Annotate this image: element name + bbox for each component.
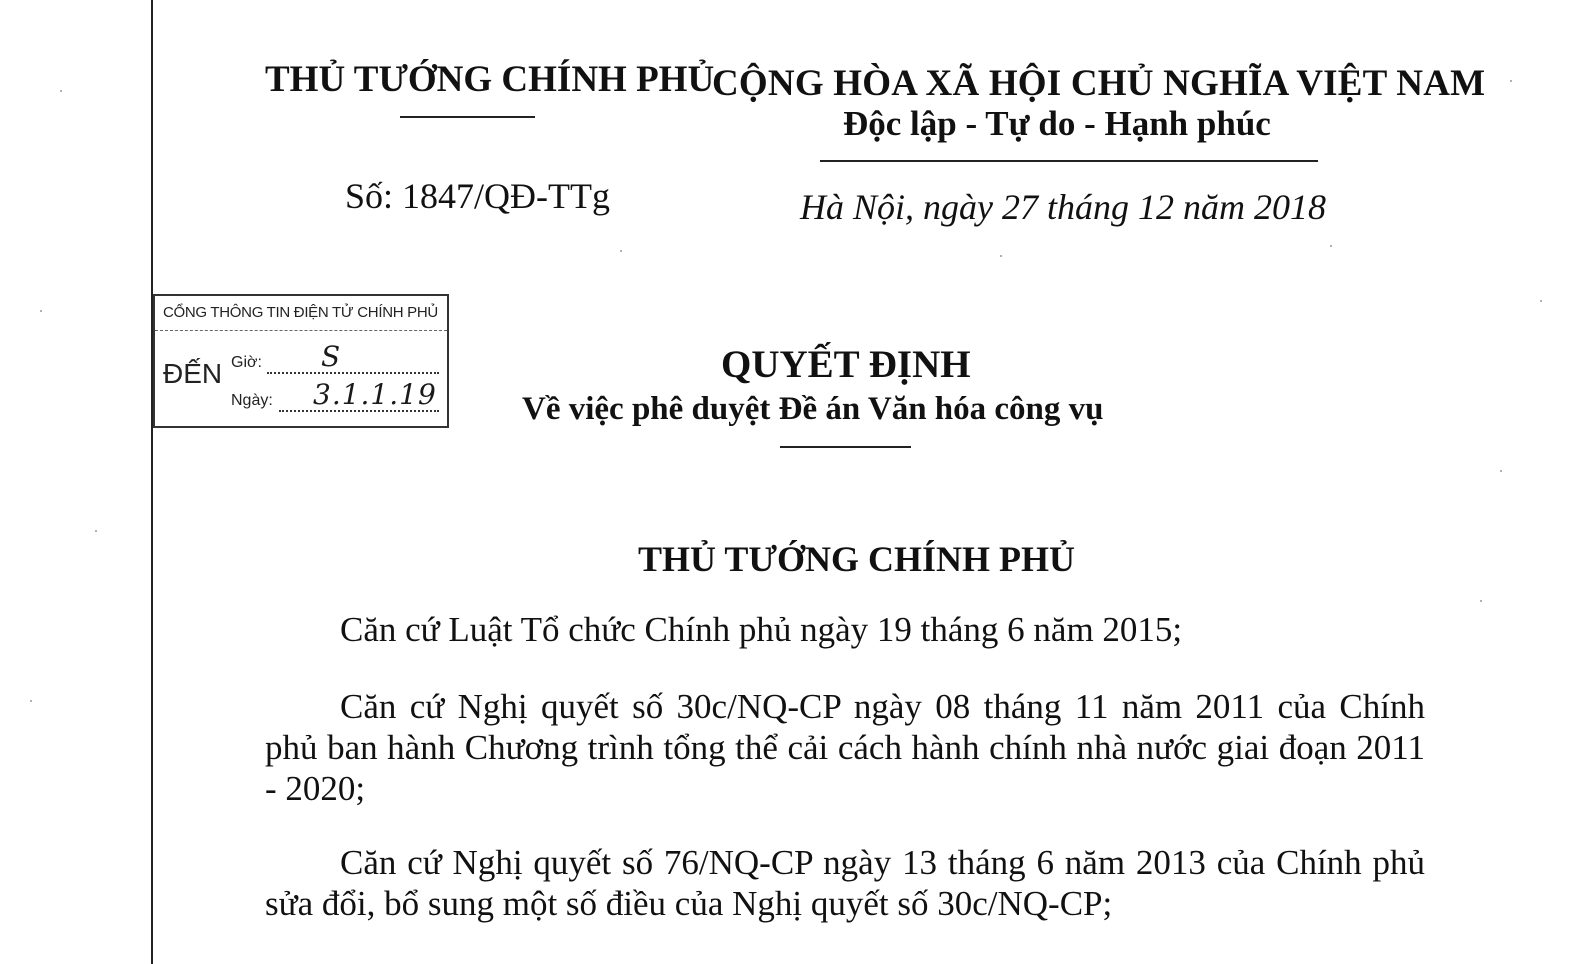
binding-margin-line [151, 0, 153, 964]
scan-speck [40, 310, 42, 312]
scan-speck [1500, 470, 1502, 472]
subject-underline [780, 446, 911, 448]
scan-speck [95, 530, 97, 532]
authority-heading: THỦ TƯỚNG CHÍNH PHỦ [638, 539, 1076, 579]
stamp-date-handwritten: 3.1.1.19 [313, 378, 437, 411]
scan-speck [1540, 300, 1542, 302]
scan-speck [1480, 600, 1482, 602]
stamp-time-handwritten: S [321, 340, 341, 373]
stamp-date-label: Ngày: [231, 392, 273, 409]
scan-speck [30, 700, 32, 702]
national-motto: Độc lập - Tự do - Hạnh phúc [843, 104, 1271, 143]
motto-underline [820, 160, 1318, 162]
scan-speck [1330, 245, 1332, 247]
scan-speck [1000, 255, 1002, 257]
nation-name: CỘNG HÒA XÃ HỘI CHỦ NGHĨA VIỆT NAM [712, 63, 1486, 104]
scan-speck [60, 90, 62, 92]
stamp-title: CỔNG THÔNG TIN ĐIỆN TỬ CHÍNH PHỦ [155, 296, 447, 331]
legal-basis-paragraph: Căn cứ Luật Tổ chức Chính phủ ngày 19 tháng 6 năm 2015; [340, 610, 1183, 649]
stamp-time-label: Giờ: [231, 354, 262, 371]
issuer-name: THỦ TƯỚNG CHÍNH PHỦ [265, 59, 715, 100]
legal-basis-paragraph: Căn cứ Nghị quyết số 30c/NQ-CP ngày 08 tháng 11 năm 2011 của Chính phủ ban hành Chương trình tổng thể cải cách hành chính nhà nước giai đoạn 2011 - 2020; [265, 687, 1425, 808]
stamp-arrived-label: ĐẾN [163, 358, 223, 389]
scan-speck [1510, 80, 1512, 82]
issuer-underline [400, 116, 535, 118]
scan-speck [620, 250, 622, 252]
place-and-date: Hà Nội, ngày 27 tháng 12 năm 2018 [800, 187, 1326, 227]
receipt-stamp [153, 294, 449, 428]
document-number: Số: 1847/QĐ-TTg [345, 176, 610, 216]
legal-basis-paragraph: Căn cứ Nghị quyết số 76/NQ-CP ngày 13 tháng 6 năm 2013 của Chính phủ sửa đổi, bổ sung một số điều của Nghị quyết số 30c/NQ-CP; [265, 843, 1425, 923]
stamp-time-line [267, 372, 439, 374]
decision-title: QUYẾT ĐỊNH [721, 343, 971, 386]
decision-subject: Về việc phê duyệt Đề án Văn hóa công vụ [522, 391, 1104, 427]
